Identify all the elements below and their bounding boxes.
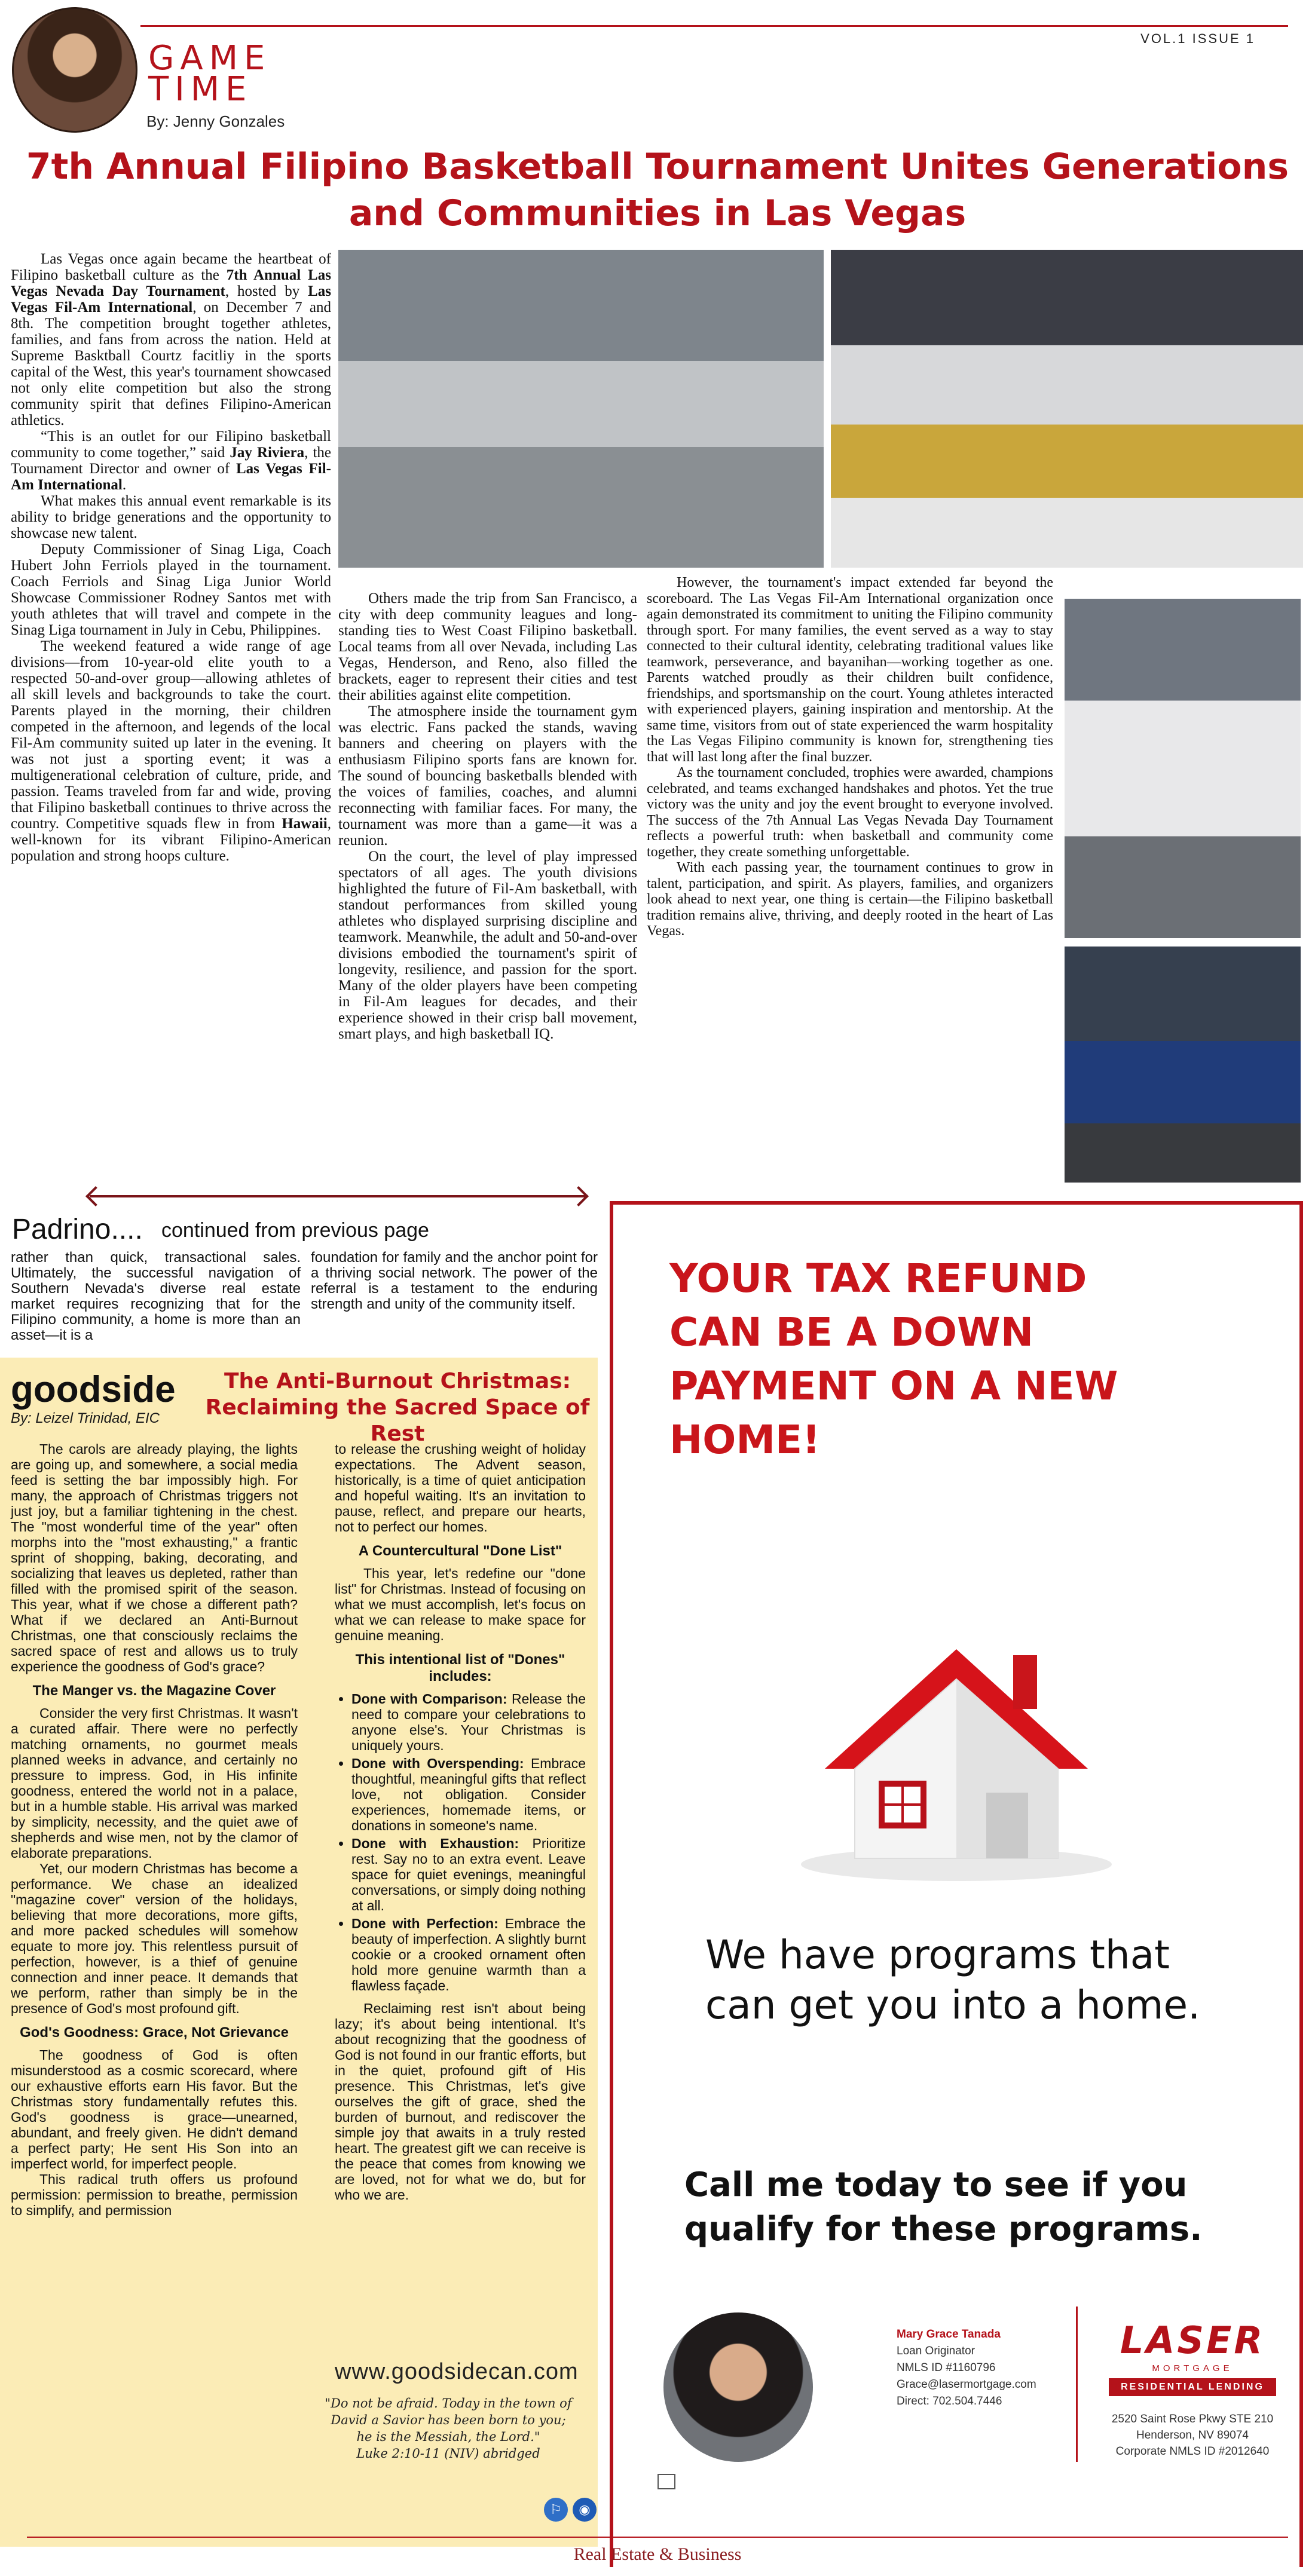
equal-housing-icon: [658, 2474, 675, 2489]
article-column-1: [11, 251, 331, 1183]
article-paragraph: “This is an outlet for our Filipino basketball community to come together,” said Jay Riviera, the Tournament Director and owner of Las Vegas Fil-Am International.: [11, 428, 331, 493]
goodside-column-1: [11, 1441, 298, 2218]
column-logo: [148, 39, 271, 109]
trophy-photo: [831, 250, 1303, 568]
article-paragraph: Las Vegas once again became the heartbeat of Filipino basketball culture as the 7th Annual Las Vegas Nevada Day Tournament, hosted by Las Vegas Fil-Am International, on December 7 and 8th. The competition brought together athletes, families, and fans from across the nation. Held at Supreme Basktball Courtz facitliy in the sports capital of the West, this year's tournament showcased not only elite competition but also the strong community spirit that defines Filipino-American athletics.: [11, 251, 331, 428]
author-byline: By: Jenny Gonzales: [146, 112, 285, 130]
issue-label: VOL.1 ISSUE 1: [1140, 31, 1255, 46]
team-photo: [338, 250, 824, 568]
article-column-2: [338, 590, 637, 1188]
verse-text: "Do not be afraid. Today in the town of David a Savior has been born to you; he is the Messiah, the Lord.": [325, 2396, 572, 2444]
padrino-continued-label: continued from previous page: [161, 1219, 429, 1242]
article-paragraph: What makes this annual event remarkable is its ability to bridge generations and the opportunity to showcase new talent.: [11, 493, 331, 541]
ad-left-border: [610, 1205, 613, 2567]
house-icon: [777, 1613, 1136, 1888]
dones-list: [351, 1691, 586, 1993]
article-paragraph: The weekend featured a wide range of age divisions—from 10-year-old elite youth to a respected 50-and-over group—allowing athletes of all skill levels and backgrounds to take the court. Parents played in the morning, their children competed in the afternoon, and legends of the local Fil-Am community suited up later in the evening. It was not just a sporting event; it was a multigenerational celebration of culture, pride, and passion. Teams traveled from far and wide, proving that Filipino basketball continues to thrive across the country. Competitive squads flew in from Hawaii, well-known for its vibrant Filipino-American population and strong hoops culture.: [11, 638, 331, 864]
accessibility-icon: ⚐: [544, 2498, 568, 2522]
double-arrow-divider: [90, 1195, 586, 1197]
article-paragraph: With each passing year, the tournament continues to grow in talent, participation, and spirit. As players, families, and organizers look ahead to next year, one thing is certain—the Filipino basketball tradition remains alive, thriving, and deeply rooted in the heart of Las Vegas.: [647, 860, 1053, 939]
article-paragraph: However, the tournament's impact extended far beyond the scoreboard. The Las Vegas Fil-Am International organization once again demonstrated its commitment to uniting the Filipino community through sport. For many families, the event served as a way to stay connected to their cultural identity, celebrating traditional values like teamwork, perseverance, and bayanihan—working together as one. Parents watched proudly as their children built confidence, friendships, and sportsmanship on the court. Young athletes interacted with experienced players, gaining inspiration and mentorship. At the same time, visitors from out of state experienced the warm hospitality the Las Vegas Filipino community is known for, strengthening ties that will last long after the final buzzer.: [647, 575, 1053, 765]
goodside-subhead: A Countercultural "Done List": [358, 1543, 562, 1559]
address-line-1: 2520 Saint Rose Pkwy STE 210: [1111, 2413, 1274, 2425]
goodside-paragraph: Yet, our modern Christmas has become a performance. We chase an idealized "magazine cover" version of the holidays, believing that more decorations, more gifts, and more packed schedules will somehow equate to more joy. This relentless pursuit of perfection, however, is a thief of genuine connection and inner peace. It demands that we perform, rather than simply be in the presence of God's most profound gift.: [11, 1861, 298, 2016]
header-rule: [140, 25, 1288, 27]
ad-right-border: [1299, 1205, 1303, 2567]
loan-officer-title: Loan Originator: [897, 2345, 975, 2357]
footer-rule: [27, 2537, 1288, 2538]
article-paragraph: As the tournament concluded, trophies were awarded, champions celebrated, and teams exchanged handshakes and photos. Yet the true victory was the unity and joy the event brought to everyone involved. The success of the 7th Annual Las Vegas Nevada Day Tournament reflects a powerful truth: when basketball and community come together, they create something unforgettable.: [647, 765, 1053, 860]
bible-verse: [323, 2395, 574, 2462]
loan-officer-name: Mary Grace Tanada: [897, 2328, 1001, 2341]
loan-officer-photo: [663, 2312, 813, 2462]
ad-tax-headline: YOUR TAX REFUND CAN BE A DOWN PAYMENT ON A NEW HOME!: [669, 1255, 1118, 1463]
goodside-paragraph: to release the crushing weight of holiday expectations. The Advent season, historically, is a time of quiet anticipation and hopeful waiting. It's an invitation to pause, reflect, and prepare our hearts, not to perfect our homes.: [335, 1441, 586, 1534]
goodside-logo: goodside: [11, 1369, 176, 1410]
goodside-subhead: The Manger vs. the Magazine Cover: [32, 1683, 276, 1699]
globe-icon: ◉: [573, 2498, 597, 2522]
goodside-paragraph: The goodness of God is often misunderstood as a cosmic scorecard, where our exhaustive efforts earn His favor. But the Christmas story fundamentally refutes this. God's goodness is grace—unearned, abundant, and freely given. He didn't demand a perfect party; He sent His Son into an imperfect world, for imperfect people.: [11, 2047, 298, 2171]
list-item: • Done with Overspending: Embrace thoughtful, meaningful gifts that reflect love, not obligation. Consider experiences, homemade items, or donations in someone's name.: [351, 1756, 586, 1833]
goodside-title: The Anti-Burnout Christmas: Reclaiming the Sacred Space of Rest: [205, 1369, 590, 1446]
laser-logo: LASER: [1120, 2318, 1265, 2362]
loan-officer-contact: [897, 2326, 1036, 2410]
goodside-subhead: God's Goodness: Grace, Not Grievance: [20, 2024, 289, 2041]
goodside-subhead: This intentional list of "Dones" includes:: [355, 1652, 565, 1684]
goodside-paragraph: Reclaiming rest isn't about being lazy; it's about being intentional. It's about recognizing that the goodness of God is not found in our frantic efforts, but in the quiet, profound gift of His presence. This Christmas, let's give ourselves the gift of grace, shed the burden of burnout, and rediscover the simple joy that awaits in a truly rested heart. The greatest gift we can receive is the peace that comes from knowing we are loved, not for what we do, but for who we are.: [335, 2001, 586, 2203]
laser-logo-band: RESIDENTIAL LENDING: [1109, 2378, 1276, 2396]
brand-line-1: GAME: [148, 39, 271, 78]
section-footer: Real Estate & Business: [573, 2544, 742, 2564]
padrino-column-2: foundation for family and the anchor point for a thriving social network. The power of the referral is a testament to the enduring strength and unity of the community itself.: [311, 1249, 598, 1312]
goodside-paragraph: The carols are already playing, the lights are going up, and somewhere, a social media feed is setting the bar impossibly high. For many, the approach of Christmas triggers not just joy, but a familiar tightening in the chest. The "most wonderful time of the year" often morphs into the "most exhausting," a frantic sprint of shopping, baking, decorating, and socializing that leaves us depleted, rather than filled with the promised spirit of the season. This year, what if we chose a different path? What if we declared an Anti-Burnout Christmas, one that consciously reclaims the sacred space of rest and allows us to truly experience the goodness of God's grace?: [11, 1441, 298, 1674]
article-paragraph: On the court, the level of play impressed spectators of all ages. The youth divisions highlighted the future of Fil-Am basketball, with standout performances from skilled young athletes who displayed surprising discipline and teamwork. Meanwhile, the adult and 50-and-over divisions embodied the tournament's spirit of longevity, resilience, and passion for the sport. Many of the older players have been competing in Fil-Am leagues for decades, and their experience showed in their crisp ball movement, smart plays, and high basketball IQ.: [338, 849, 637, 1042]
laser-logo-sub: MORTGAGE: [1152, 2363, 1233, 2373]
article-paragraph: Deputy Commissioner of Sinag Liga, Coach Hubert John Ferriols played in the tournament. Coach Ferriols and Sinag Liga Junior World Showcase Commissioner Rodney Santos met with youth athletes that will travel and compete in the Sinag Liga tournament in July in Cebu, Philippines.: [11, 541, 331, 638]
ad-programs-text: We have programs that can get you into a home.: [705, 1932, 1201, 2028]
headline-line-1: 7th Annual Filipino Basketball Tournament Unites Generations: [26, 146, 1289, 188]
headline-line-2: and Communities in Las Vegas: [348, 192, 967, 234]
arrow-right-icon: [568, 1186, 589, 1206]
laser-address: [1094, 2411, 1291, 2459]
goodside-column-2: [335, 1441, 586, 2203]
article-column-3: [647, 575, 1053, 1190]
ad-top-border: [610, 1201, 1303, 1205]
author-avatar: [12, 7, 137, 133]
loan-officer-nmls: NMLS ID #1160796: [897, 2361, 996, 2374]
player-with-trophies-photo: [1065, 947, 1301, 1183]
loan-officer-email[interactable]: Grace@lasermortgage.com: [897, 2378, 1036, 2391]
loan-officer-phone[interactable]: Direct: 702.504.7446: [897, 2395, 1002, 2407]
verse-reference: Luke 2:10-11 (NIV) abridged: [356, 2446, 540, 2461]
goodside-url-link[interactable]: www.goodsidecan.com: [335, 2359, 579, 2384]
list-item: • Done with Exhaustion: Prioritize rest. Say no to an extra event. Leave space for quiet evenings, meaningful conversations, or simply doing nothing at all.: [351, 1836, 586, 1913]
players-jersey-photo: [1065, 599, 1301, 938]
address-line-2: Henderson, NV 89074: [1136, 2429, 1249, 2442]
article-paragraph: The atmosphere inside the tournament gym was electric. Fans packed the stands, waving banners and cheering on players with the enthusiasm Filipino sports fans are known for. The sound of bouncing basketballs blended with the voices of families, coaches, and alumni reconnecting with familiar faces. For many, the tournament was more than a game—it was a reunion.: [338, 703, 637, 849]
goodside-paragraph: This radical truth offers us profound permission: permission to breathe, permission to simplify, and permission: [11, 2171, 298, 2218]
ad-vertical-divider: [1076, 2307, 1078, 2462]
ad-call-text: Call me today to see if you qualify for these programs.: [684, 2165, 1203, 2249]
list-item: • Done with Comparison: Release the need to compare your celebrations to anyone else's. Your Christmas is uniquely yours.: [351, 1691, 586, 1753]
goodside-paragraph: This year, let's redefine our "done list" for Christmas. Instead of focusing on what we must accomplish, let's focus on what we can release to make space for genuine meaning.: [335, 1566, 586, 1643]
corporate-nmls: Corporate NMLS ID #2012640: [1115, 2445, 1270, 2458]
brand-line-2: TIME: [148, 70, 253, 109]
list-item: • Done with Perfection: Embrace the beauty of imperfection. A slightly burnt cookie or a crooked ornament often hold more genuine warmth than a flawless façade.: [351, 1916, 586, 1993]
padrino-title: Padrino....: [12, 1214, 143, 1245]
goodside-paragraph: Consider the very first Christmas. It wasn't a curated affair. There were no perfectly matching ornaments, no gourmet meals planned weeks in advance, and certainly no pressure to impress. God, in His infinite goodness, entered the world not in a palace, but in a humble stable. His arrival was marked by simplicity, necessity, and the quiet awe of shepherds and wise men, not by the clamor of elaborate preparations.: [11, 1705, 298, 1861]
article-headline: [24, 143, 1291, 237]
arrow-left-icon: [85, 1186, 106, 1206]
article-paragraph: Others made the trip from San Francisco, a city with deep community leagues and long-standing ties to West Coast Filipino basketball. Local teams from all over Nevada, including Las Vegas, Henderson, and Reno, also filled the brackets, eager to represent their cities and test their abilities against elite competition.: [338, 590, 637, 703]
padrino-column-1: rather than quick, transactional sales. Ultimately, the successful navigation of Southern Nevada's diverse real estate market requires recognizing that for the Filipino community, a home is more than an asset—it is a: [11, 1249, 301, 1343]
goodside-byline: By: Leizel Trinidad, EIC: [11, 1410, 160, 1426]
